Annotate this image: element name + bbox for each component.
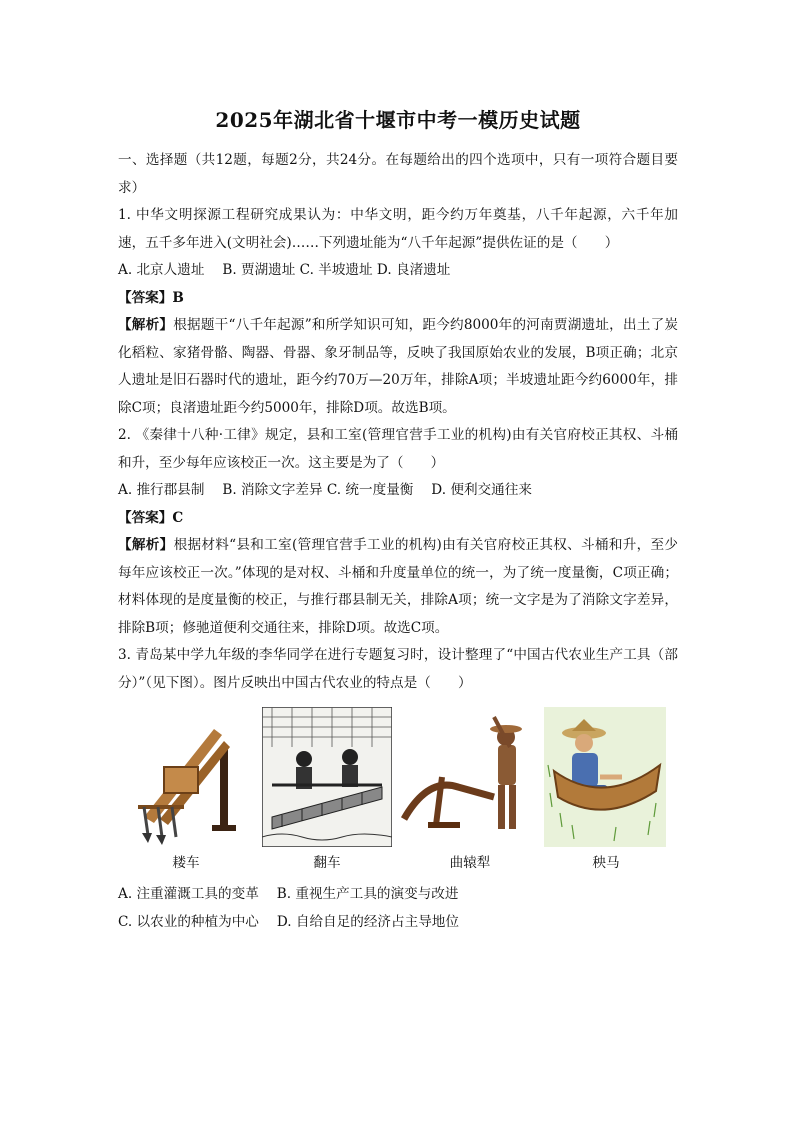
- question-1-analysis: [118, 312, 678, 422]
- caption-rice-seedling-boat: 秧马: [592, 855, 620, 871]
- page-title: 2025年湖北省十堰市中考一模历史试题: [215, 108, 581, 132]
- section-header: 一、选择题（共12题，每题2分，共24分。在每题给出的四个选项中，只有一项符合题目要求）: [118, 152, 678, 196]
- question-2-analysis: [118, 532, 678, 642]
- question-2-answer: 【答案】C: [118, 509, 184, 526]
- caption-seed-drill: 耧车: [172, 855, 200, 871]
- question-1-answer: 【答案】B: [118, 289, 184, 306]
- question-2-stem: 2. 《秦律十八种·工律》规定，县和工室(管理官营手工业的机构)由有关官府校正其权、斗桶和升，至少每年应该校正一次。这主要是为了（ ）: [118, 427, 678, 471]
- question-3-stem: 3. 青岛某中学九年级的李华同学在进行专题复习时，设计整理了“中国古代农业生产工具（部分）”（见下图）。图片反映出中国古代农业的特点是（ ）: [118, 647, 678, 691]
- question-3-options-line1: A. 注重灌溉工具的变革 B. 重视生产工具的演变与改进: [118, 886, 459, 902]
- analysis-text: 根据题干“八千年起源”和所学知识可知，距今约8000年的河南贾湖遗址，出土了炭化稻粒、家猪骨骼、陶器、骨器、象牙制品等，反映了我国原始农业的发展，B项正确；北京人遗址是旧石器时代的遗址，距今约70万—20万年，排除A项；半坡遗址距今约6000年，排除C项；良渚遗址距今约5000年，排除D项。故选B项。: [118, 317, 678, 416]
- question-3-options-line2: C. 以农业的种植为中心 D. 自给自足的经济占主导地位: [118, 913, 459, 930]
- caption-curved-plow: 曲辕犁: [449, 855, 491, 871]
- analysis-label: 【解析】: [118, 317, 174, 333]
- question-2-options: A. 推行郡县制 B. 消除文字差异 C. 统一度量衡 D. 便利交通往来: [118, 482, 532, 498]
- farming-tools-figure: [118, 707, 678, 875]
- seed-drill-image: [124, 707, 248, 847]
- water-wheel-image: [262, 707, 392, 847]
- question-1-options: A. 北京人遗址 B. 贾湖遗址 C. 半坡遗址 D. 良渚遗址: [118, 262, 451, 278]
- question-1-stem: 1. 中华文明探源工程研究成果认为：中华文明，距今约万年奠基，八千年起源，六千年加速，五千多年进入(文明社会)……下列遗址能为“八千年起源”提供佐证的是（ ）: [118, 207, 678, 251]
- exam-page: [118, 96, 678, 936]
- curved-plow-image: [398, 707, 538, 847]
- rice-seedling-boat-image: [544, 707, 666, 847]
- caption-water-wheel: 翻车: [313, 855, 341, 871]
- analysis-text: 根据材料“县和工室(管理官营手工业的机构)由有关官府校正其权、斗桶和升，至少每年应该校正一次。”体现的是对权、斗桶和升度量单位的统一，为了统一度量衡，C项正确；材料体现的是度量衡的校正，与推行郡县制无关，排除A项；统一文字是为了消除文字差异，排除B项；修驰道便利交通往来，排除D项。故选C项。: [118, 537, 678, 636]
- analysis-label: 【解析】: [118, 537, 174, 553]
